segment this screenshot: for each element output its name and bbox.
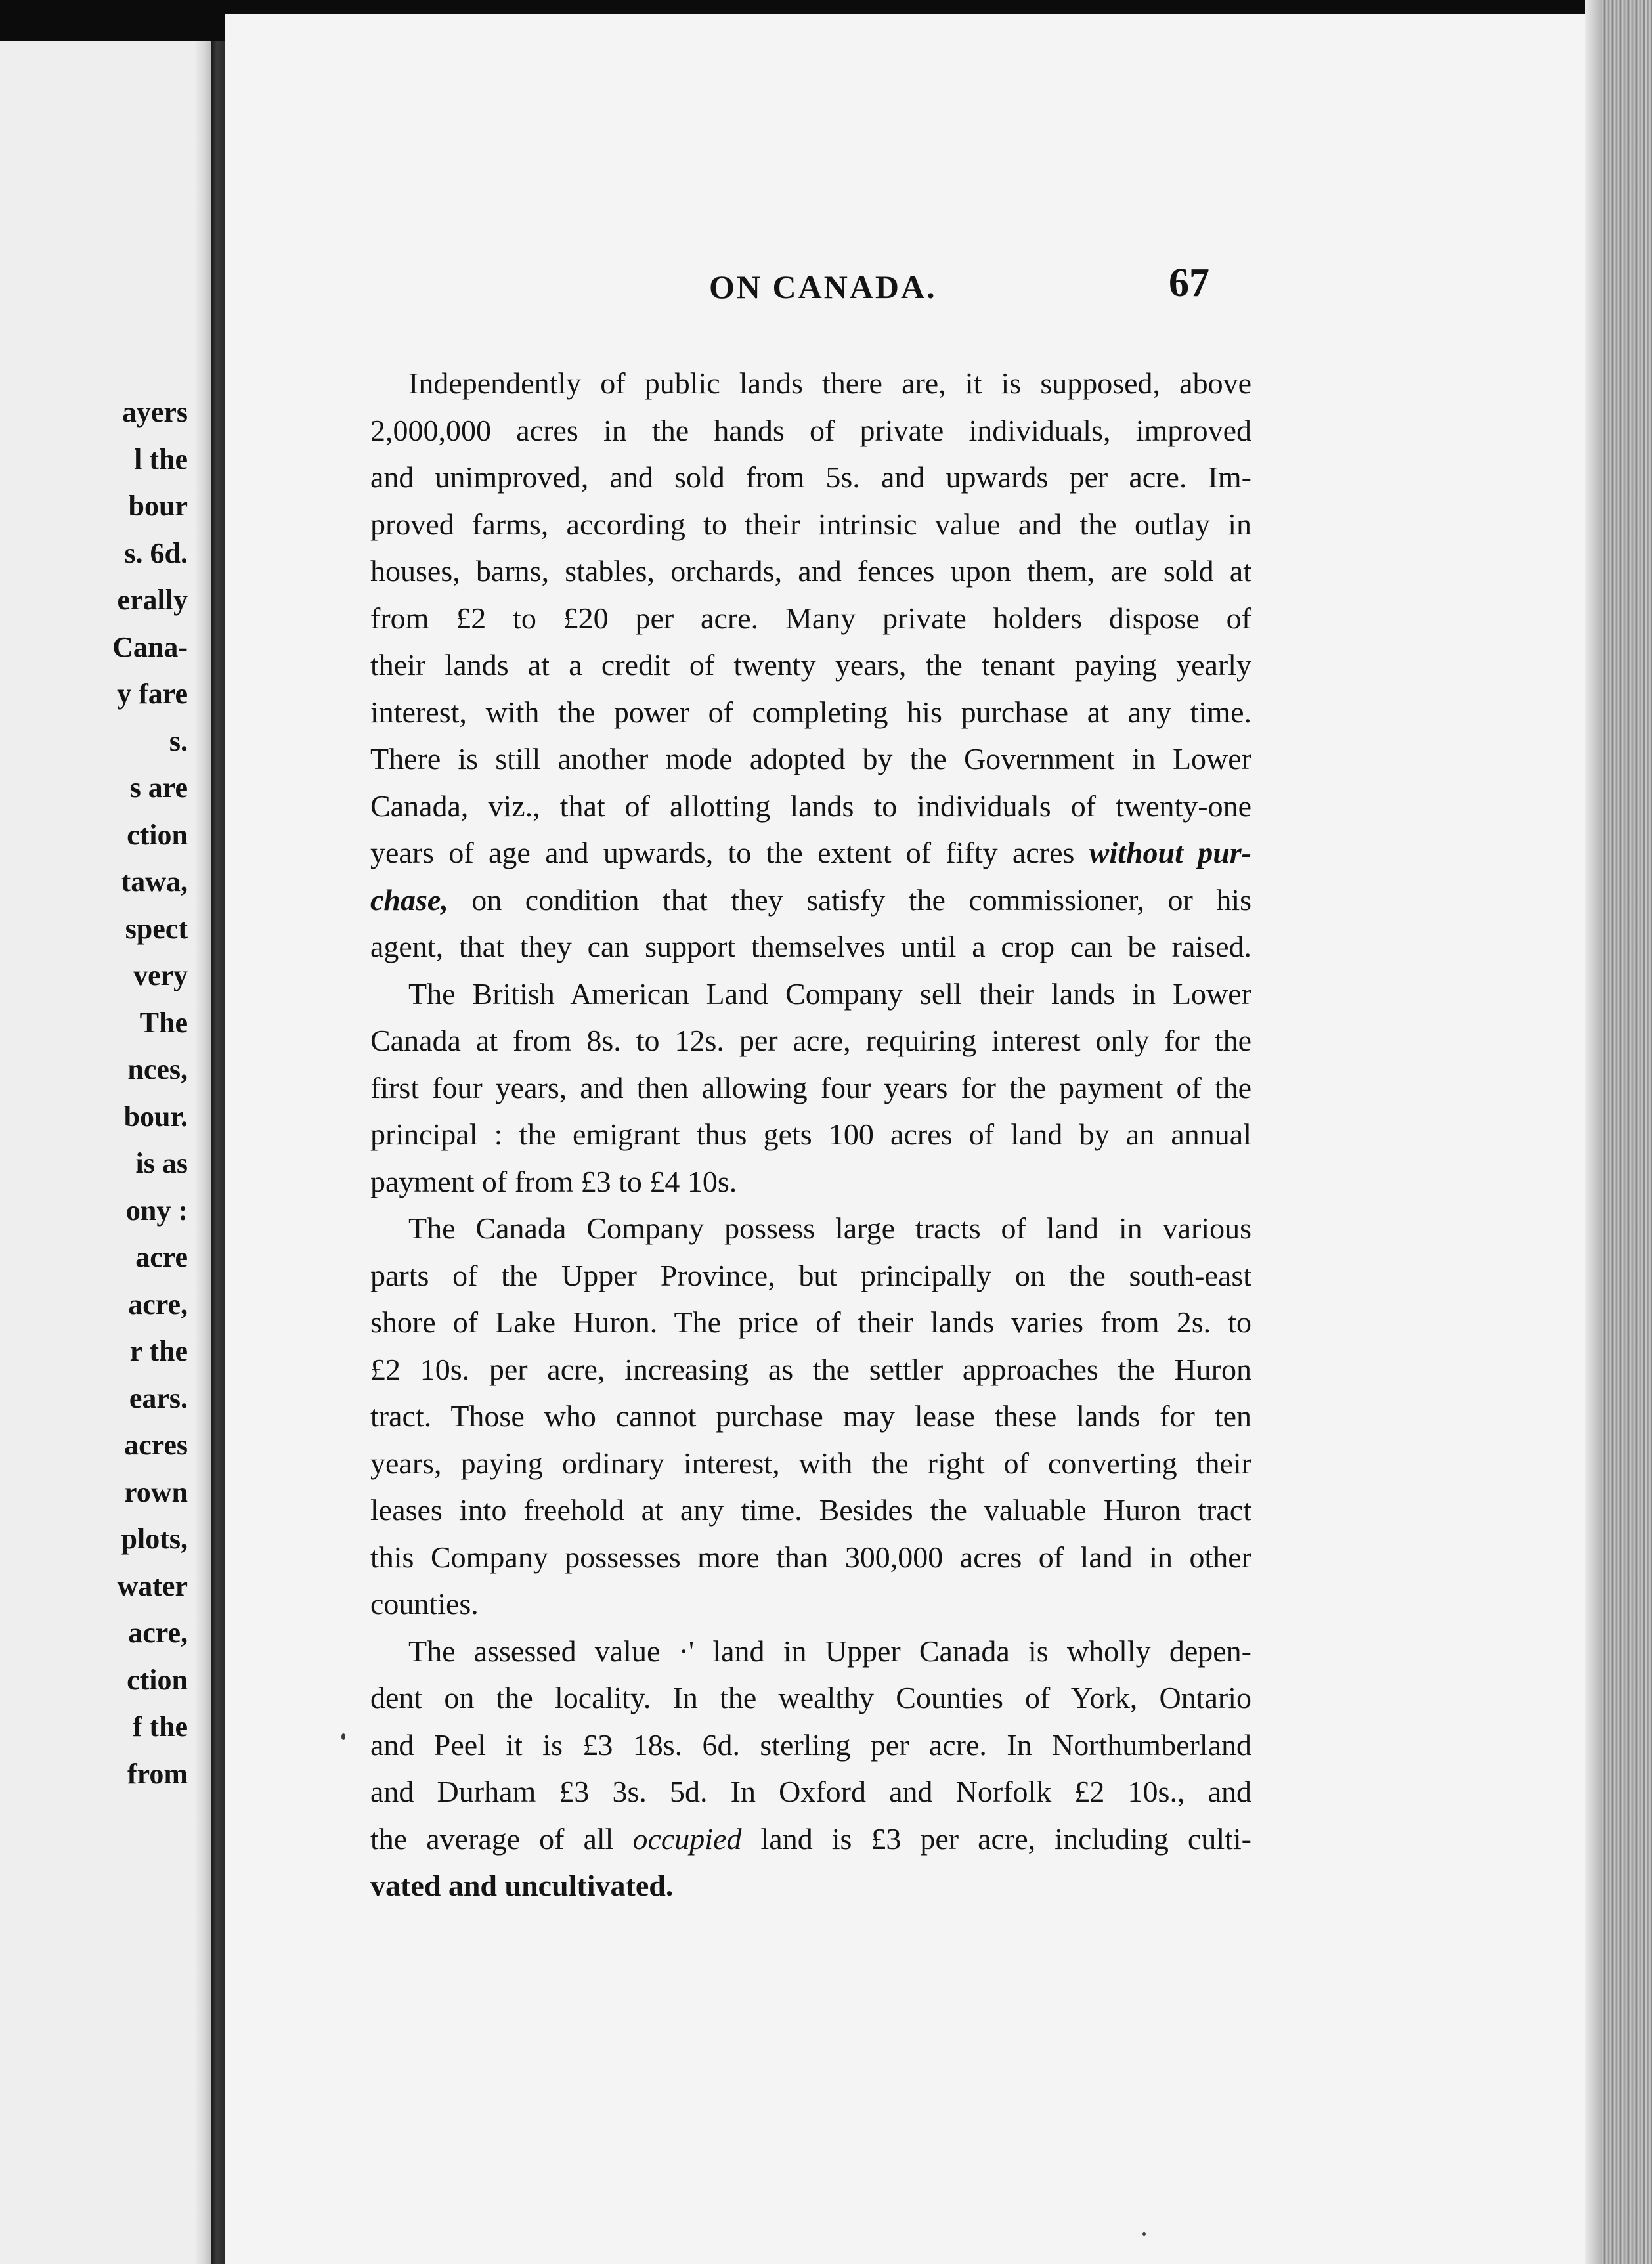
text-line: Canada, viz., that of allotting lands to individuals of twenty-one	[370, 789, 1251, 823]
text-line: from £2 to £20 per acre. Many private holders dispose of	[370, 601, 1251, 635]
fragment-line: rown	[124, 1475, 188, 1508]
text-line: £2 10s. per acre, increasing as the settler approaches the Huron	[370, 1352, 1251, 1386]
fragment-line: tawa,	[121, 865, 188, 898]
italic-run: without pur-	[1089, 836, 1251, 869]
text-run: the average of all	[370, 1821, 614, 1856]
text-line: and unimproved, and sold from 5s. and upwards per acre. Im-	[370, 460, 1251, 494]
text-line: principal : the emigrant thus gets 100 acres of land by an annual	[370, 1118, 1251, 1151]
fragment-line: nces,	[127, 1053, 188, 1085]
previous-page-text-fragments	[0, 389, 188, 1797]
fragment-line: from	[127, 1757, 188, 1790]
text-line: payment of from £3 to £4 10s.	[370, 1164, 737, 1198]
edge-shadow	[1585, 0, 1601, 2264]
text-line: dent on the locality. In the wealthy Counties of York, Ontario	[370, 1681, 1251, 1714]
fragment-line: s. 6d.	[124, 536, 188, 569]
text-line: interest, with the power of completing his purchase at any time.	[370, 695, 1251, 729]
text-line: this Company possesses more than 300,000 acres of land in other	[370, 1540, 1251, 1574]
gutter-shadow	[194, 41, 211, 2264]
fragment-line: f the	[132, 1710, 188, 1743]
scan-speck	[341, 1733, 345, 1740]
text-line: There is still another mode adopted by the Government in Lower	[370, 742, 1251, 775]
text-line: tract. Those who cannot purchase may lease these lands for ten	[370, 1399, 1251, 1433]
fragment-line: bour	[128, 490, 188, 522]
fragment-line: water	[117, 1569, 188, 1602]
text-line	[370, 877, 1251, 924]
text-line: vated and uncultivated.	[370, 1869, 674, 1902]
page-stack-edge	[1585, 0, 1652, 2264]
book-spine	[211, 41, 225, 2264]
fragment-line: y fare	[117, 678, 188, 710]
fragment-line: s.	[169, 724, 188, 757]
text-line: 2,000,000 acres in the hands of private individuals, improved	[370, 413, 1251, 447]
text-line: The British American Land Company sell their lands in Lower	[408, 976, 1251, 1011]
text-line: houses, barns, stables, orchards, and fences upon them, are sold at	[370, 554, 1251, 588]
fragment-line: bour.	[123, 1100, 188, 1133]
fragment-line: ears.	[129, 1382, 188, 1414]
italic-run: occupied	[632, 1821, 742, 1856]
running-head: ON CANADA.	[709, 269, 937, 305]
text-line: leases into freehold at any time. Besides the valuable Huron tract	[370, 1493, 1251, 1527]
fragment-line: acre	[135, 1241, 188, 1273]
text-line: and Peel it is £3 18s. 6d. sterling per acre. In Northumberland	[370, 1728, 1251, 1762]
fragment-line: s are	[129, 772, 188, 804]
text-line: shore of Lake Huron. The price of their lands varies from 2s. to	[370, 1305, 1251, 1339]
page-number: 67	[1169, 261, 1209, 305]
text-run: years of age and upwards, to the extent of fifty acres	[370, 836, 1075, 869]
text-line	[370, 1816, 1251, 1863]
fragment-line: plots,	[121, 1523, 188, 1555]
text-line: counties.	[370, 1587, 479, 1621]
fragment-line: ony :	[125, 1194, 188, 1227]
fragment-line: very	[133, 959, 188, 991]
text-run: on condition that they satisfy the commissioner, or his	[471, 882, 1251, 917]
fragment-line: acre,	[128, 1288, 188, 1320]
text-line: The assessed value ·' land in Upper Canada is wholly depen-	[408, 1634, 1251, 1668]
fragment-line: erally	[117, 584, 188, 616]
fragment-line: l the	[134, 443, 188, 475]
fragment-line: ction	[127, 1663, 188, 1696]
body-text	[370, 360, 1251, 1909]
text-line: Independently of public lands there are, it is supposed, above	[408, 366, 1251, 400]
text-line: Canada at from 8s. to 12s. per acre, requiring interest only for the	[370, 1024, 1251, 1057]
text-line: parts of the Upper Province, but principally on the south-east	[370, 1258, 1251, 1292]
text-line: agent, that they can support themselves until a crop can be raised.	[370, 930, 1251, 963]
text-line: their lands at a credit of twenty years, the tenant paying yearly	[370, 648, 1251, 682]
fragment-line: The	[139, 1006, 188, 1039]
fragment-line: is as	[135, 1147, 188, 1179]
text-line: proved farms, according to their intrinsic value and the outlay in	[370, 507, 1251, 541]
text-line: first four years, and then allowing four years for the payment of the	[370, 1070, 1251, 1104]
previous-page-edge	[0, 41, 211, 2264]
italic-run: chase,	[370, 882, 448, 917]
fragment-line: spect	[125, 912, 188, 945]
text-line	[370, 829, 1251, 877]
text-line: and Durham £3 3s. 5d. In Oxford and Norfolk £2 10s., and	[370, 1775, 1251, 1808]
fragment-line: acre,	[128, 1617, 188, 1649]
text-run: land is £3 per acre, including culti-	[760, 1821, 1251, 1856]
fragment-line: ayers	[121, 396, 188, 428]
fragment-line: ction	[127, 818, 188, 851]
fragment-line: r the	[129, 1335, 188, 1367]
text-line: years, paying ordinary interest, with the right of converting their	[370, 1446, 1251, 1480]
fragment-line: Cana-	[112, 630, 188, 663]
fragment-line: acres	[124, 1429, 188, 1461]
scan-speck	[1142, 2232, 1146, 2236]
text-line: The Canada Company possess large tracts of land in various	[408, 1211, 1251, 1245]
